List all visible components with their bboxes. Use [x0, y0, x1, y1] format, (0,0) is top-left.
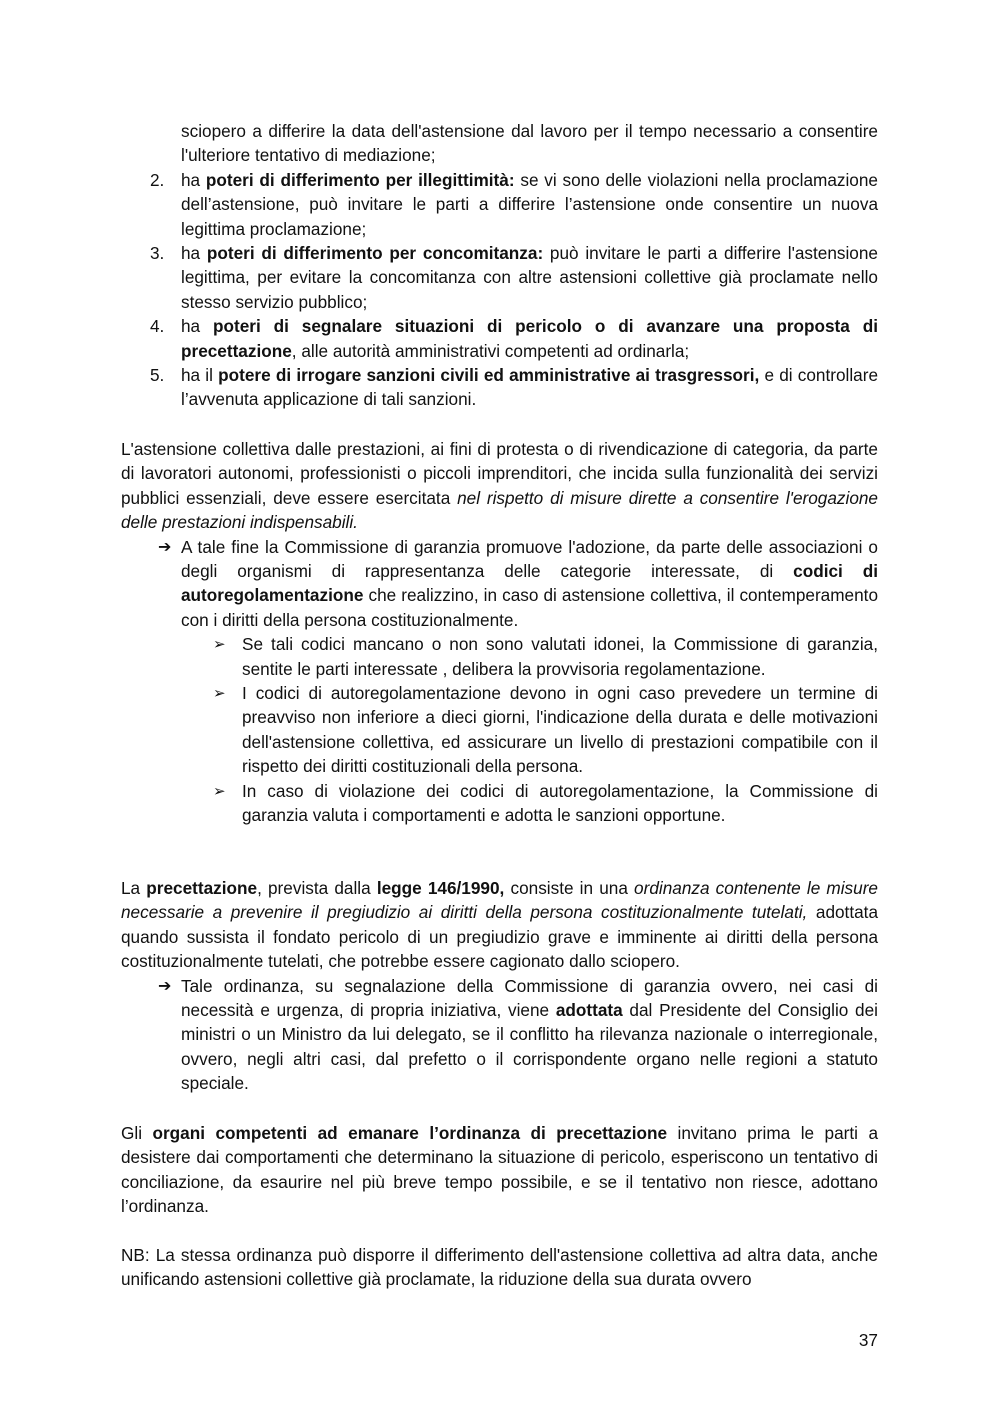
list-number: 4.	[150, 316, 165, 337]
sub-bullet-text: I codici di autoregolamentazione devono in ogni caso prevedere un termine di preavviso non inferiore a dieci giorni, l'indicazione della durata e delle motivazioni dell'astensione collettiva, ed assicurare un livello di prestazioni compatibile con il rispetto dei diritti costituzionali della persona.	[242, 683, 878, 777]
arrow-bullet-item	[121, 974, 878, 1096]
paragraph-bold: legge 146/1990,	[376, 878, 505, 898]
paragraph-text: L'astensione collettiva dalle prestazioni, ai fini di protesta o di rivendicazione di categoria, da parte di lavoratori autonomi, professionisti o piccoli imprenditori, che incida sulla funzionalità dei servizi pubblici essenziali, deve essere esercitata	[121, 439, 878, 508]
arrow-bullet-item	[121, 535, 878, 633]
paragraph-text: La	[121, 878, 147, 898]
sub-bullet-item	[121, 632, 878, 681]
paragraph-bold: precettazione	[146, 878, 258, 898]
sub-bullet-item	[121, 779, 878, 828]
list-item-text: se vi sono delle violazioni nella proclamazione dell’astensione, può invitare le parti a differire l’astensione onde consentire un nuova legittima proclamazione;	[181, 169, 878, 239]
arrow-bullet-icon: ➔	[158, 975, 172, 995]
arrowhead-bullet-icon: ➢	[213, 684, 226, 703]
paragraph-text: , prevista dalla	[257, 878, 377, 898]
numbered-list	[121, 119, 878, 412]
section-nb	[121, 1243, 878, 1292]
list-number: 2.	[150, 169, 165, 190]
section-autonomous-workers	[121, 437, 878, 828]
bullet-text: Tale ordinanza, su segnalazione della Commissione di garanzia ovvero, nei casi di necessità e urgenza, di propria iniziativa, viene	[181, 975, 878, 1021]
section-precettazione	[121, 876, 878, 1096]
section-organi-competenti	[121, 1121, 878, 1219]
list-item-text: , alle autorità amministrativi competenti ad ordinarla;	[291, 340, 690, 361]
paragraph	[121, 876, 878, 974]
paragraph-italic: ordinanza contenente le misure necessarie a prevenire il pregiudizio ai diritti della persona costituzionalmente tutelati,	[121, 878, 878, 923]
bullet-bold: codici di autoregolamentazione	[181, 561, 879, 606]
bullet-text: dal Presidente del Consiglio dei ministri o un Ministro da lui delegato, se il conflitto ha rilevanza nazionale o interregionale, ovvero, negli altri casi, dal prefetto o il corrispondente organo nelle regioni a statuto speciale.	[181, 1000, 878, 1094]
paragraph	[121, 1121, 878, 1219]
sub-bullet-item	[121, 681, 878, 779]
bullet-text: A tale fine la Commissione di garanzia promuove l'adozione, da parte delle associazioni o degli organismi di rappresentanza delle categorie interessate, di	[181, 536, 878, 582]
paragraph-text: Gli	[121, 1123, 153, 1143]
list-item-text: e di controllare l’avvenuta applicazione di tali sanzioni.	[181, 365, 879, 410]
list-item-text: ha	[181, 243, 207, 264]
arrow-bullet-icon: ➔	[158, 536, 172, 556]
paragraph-italic: nel rispetto di misure dirette a consentire l'erogazione delle prestazioni indispensabili.	[121, 487, 878, 533]
list-item	[121, 168, 878, 241]
list-item	[121, 363, 878, 412]
list-item-bold: poteri di differimento per illegittimità:	[205, 169, 515, 190]
paragraph-text: invitano prima le parti a desistere dai comportamenti che determinano la situazione di pericolo, esperiscono un tentativo di conciliazione, da esaurire nel più breve tempo possibile, e se il tentativo non riesce, adottano l’ordinanza.	[121, 1123, 879, 1217]
list-item-text: ha	[181, 169, 206, 190]
paragraph	[121, 437, 878, 535]
bullet-text: che realizzino, in caso di astensione collettiva, il contemperamento con i diritti della persona costituzionalmente.	[181, 585, 878, 630]
list-number: 3.	[150, 243, 165, 264]
list-item-bold: poteri di differimento per concomitanza:	[206, 243, 544, 264]
page-number: 37	[858, 1330, 878, 1350]
sub-bullet-text: Se tali codici mancano o non sono valutati idonei, la Commissione di garanzia, sentite le parti interessate , delibera la provvisoria regolamentazione.	[242, 634, 878, 679]
list-item-bold: potere di irrogare sanzioni civili ed amministrative ai trasgressori,	[218, 365, 760, 386]
list-item-text: ha il	[181, 365, 219, 386]
paragraph-text: consiste in una	[504, 878, 635, 898]
list-item	[121, 241, 878, 314]
paragraph: NB: La stessa ordinanza può disporre il differimento dell'astensione collettiva ad altra data, anche unificando astensioni collettive già proclamate, la riduzione della sua durata ovvero	[121, 1245, 878, 1290]
list-item-text: ha	[181, 316, 213, 337]
arrowhead-bullet-icon: ➢	[213, 635, 226, 654]
list-item-bold: poteri di segnalare situazioni di pericolo o di avanzare una proposta di precettazione	[181, 316, 878, 361]
list-item-text: può invitare le parti a differire l'astensione legittima, per evitare la concomitanza con altre astensioni collettive già proclamate nello stesso servizio pubblico;	[181, 243, 878, 312]
arrowhead-bullet-icon: ➢	[213, 781, 226, 800]
bullet-bold: adottata	[555, 1000, 623, 1021]
sub-bullet-text: In caso di violazione dei codici di autoregolamentazione, la Commissione di garanzia valuta i comportamenti e adotta le sanzioni opportune.	[242, 780, 878, 826]
paragraph-bold: organi competenti ad emanare l’ordinanza di precettazione	[152, 1123, 668, 1143]
list-number: 5.	[150, 365, 165, 386]
paragraph-text: adottata quando sussista il fondato pericolo di un pregiudizio grave e imminente ai diritti della persona costituzionalmente tutelati, che potrebbe essere cagionato dallo sciopero.	[121, 902, 879, 972]
list-item	[121, 314, 878, 363]
list-continuation: sciopero a differire la data dell'astensione dal lavoro per il tempo necessario a consentire l'ulteriore tentativo di mediazione;	[181, 121, 878, 166]
